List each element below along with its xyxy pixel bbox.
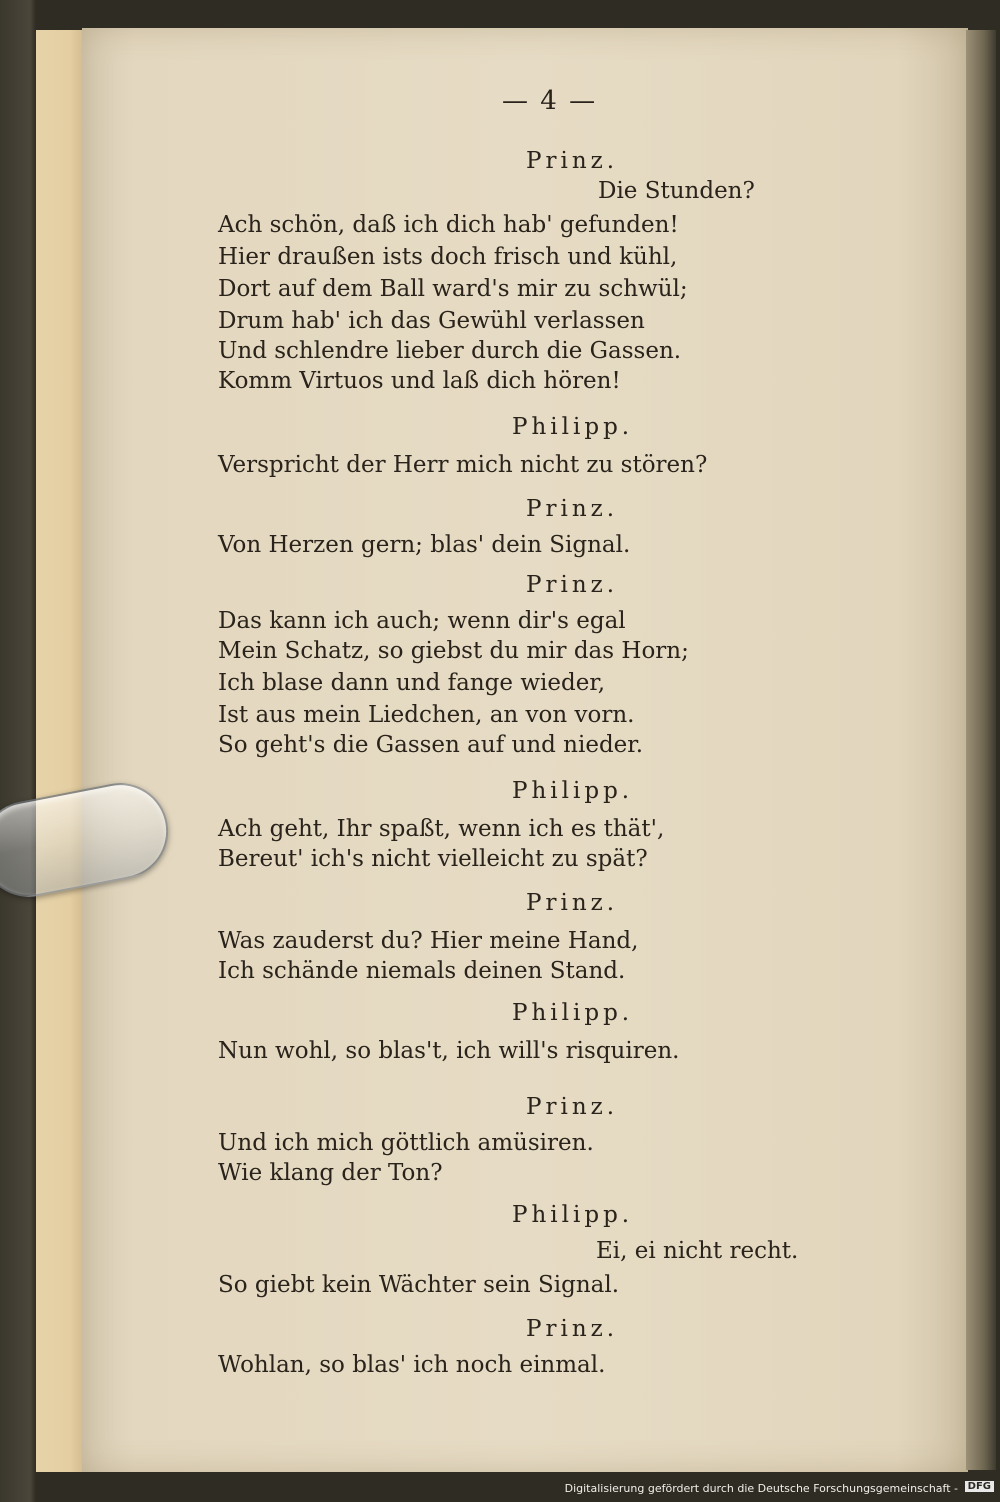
speaker-heading: Prinz. <box>526 1094 619 1120</box>
verse-line: Nun wohl, so blas't, ich will's risquiren. <box>218 1038 680 1064</box>
verse-line: Von Herzen gern; blas' dein Signal. <box>218 532 631 558</box>
verse-line: Wie klang der Ton? <box>218 1160 443 1186</box>
verse-line: Mein Schatz, so giebst du mir das Horn; <box>218 638 689 664</box>
verse-line: Und ich mich göttlich amüsiren. <box>218 1130 594 1156</box>
digitization-credit: Digitalisierung gefördert durch die Deutsche Forschungsgemeinschaft - <box>564 1482 958 1495</box>
verse-line: Wohlan, so blas' ich noch einmal. <box>218 1352 606 1378</box>
speaker-heading: Prinz. <box>526 890 619 916</box>
speaker-heading: Philipp. <box>512 1000 634 1026</box>
page-number: — 4 — <box>502 86 598 116</box>
verse-line: Das kann ich auch; wenn dir's egal <box>218 608 626 634</box>
verse-line: Und schlendre lieber durch die Gassen. <box>218 338 682 364</box>
verse-line: Ach geht, Ihr spaßt, wenn ich es thät', <box>218 816 665 842</box>
book-spine-edge <box>36 30 84 1472</box>
page-right-edge <box>966 30 996 1470</box>
verse-line: Komm Virtuos und laß dich hören! <box>218 368 621 394</box>
speaker-heading: Philipp. <box>512 414 634 440</box>
speaker-heading: Prinz. <box>526 572 619 598</box>
verse-line: So geht's die Gassen auf und nieder. <box>218 732 644 758</box>
verse-line: Bereut' ich's nicht vielleicht zu spät? <box>218 846 648 872</box>
verse-line: Ist aus mein Liedchen, an von vorn. <box>218 702 635 728</box>
verse-line: Verspricht der Herr mich nicht zu stören? <box>218 452 708 478</box>
speaker-heading: Philipp. <box>512 1202 634 1228</box>
speaker-heading: Prinz. <box>526 148 619 174</box>
verse-line: Was zauderst du? Hier meine Hand, <box>218 928 639 954</box>
verse-line: Ei, ei nicht recht. <box>596 1238 799 1264</box>
verse-line: Ach schön, daß ich dich hab' gefunden! <box>218 212 679 238</box>
verse-line: Drum hab' ich das Gewühl verlassen <box>218 308 645 334</box>
verse-line: Dort auf dem Ball ward's mir zu schwül; <box>218 276 688 302</box>
verse-line: Hier draußen ists doch frisch und kühl, <box>218 244 678 270</box>
speaker-heading: Prinz. <box>526 1316 619 1342</box>
verse-line: Ich blase dann und fange wieder, <box>218 670 606 696</box>
speaker-heading: Prinz. <box>526 496 619 522</box>
verse-line: Die Stunden? <box>598 178 755 204</box>
verse-line: So giebt kein Wächter sein Signal. <box>218 1272 620 1298</box>
speaker-heading: Philipp. <box>512 778 634 804</box>
dfg-logo: DFG <box>965 1481 994 1492</box>
verse-line: Ich schände niemals deinen Stand. <box>218 958 626 984</box>
